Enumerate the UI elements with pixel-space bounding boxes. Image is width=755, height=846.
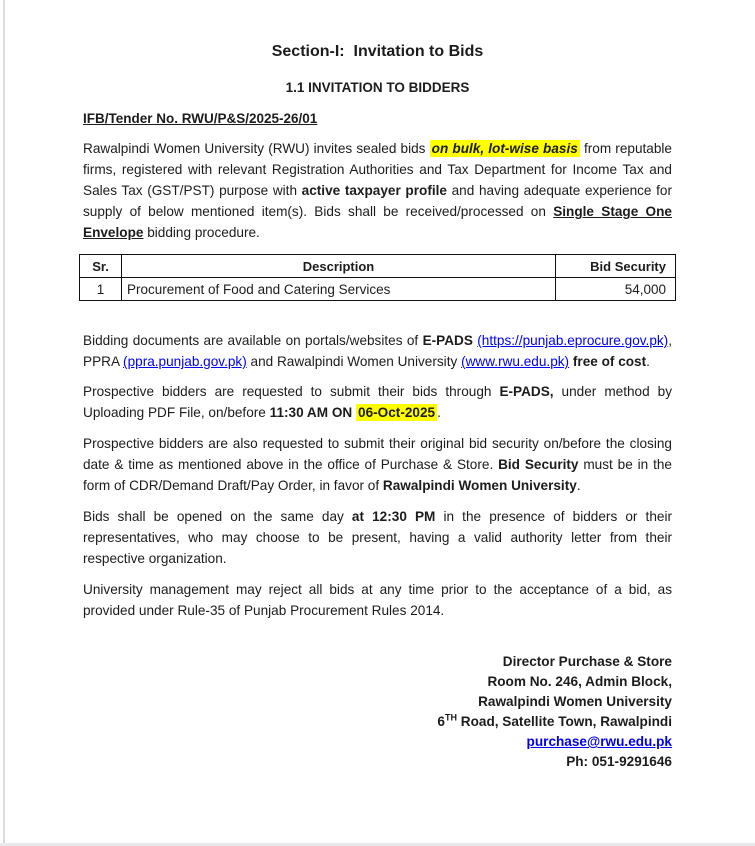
text-segment: and having adequate experience for supply of below mentioned item(s). Bids shall be received/processed on (83, 183, 673, 219)
text-segment: 06-Oct-2025 (358, 405, 436, 420)
text-segment: Director Purchase & Store (502, 654, 672, 669)
signature-line (83, 672, 672, 692)
section-subtitle: 1.1 INVITATION TO BIDDERS (285, 80, 470, 95)
bid-opening-paragraph (83, 506, 672, 569)
text-segment: Room No. 246, Admin Block, (487, 674, 672, 689)
text-segment: 6 (437, 714, 445, 729)
link[interactable]: (https://punjab.eprocure.gov.pk) (477, 333, 669, 348)
text-segment: Prospective bidders are also requested to submit their original bid security on/before the closing date & time as mentioned above in the office of Purchase & Store. (83, 436, 672, 472)
text-segment: free of cost (572, 354, 647, 369)
text-segment: Bidding documents are available on portals/websites of (83, 333, 423, 348)
text-segment: bidding procedure. (143, 225, 260, 240)
text-segment: Single Stage One Envelope (83, 204, 672, 240)
bid-security-paragraph (83, 433, 672, 496)
bid-rejection-paragraph (83, 579, 672, 621)
text-segment: Road, Satellite Town, Rawalpindi (456, 714, 672, 729)
table-cell: Procurement of Food and Catering Services (122, 278, 556, 301)
text-segment: Rawalpindi Women University (RWU) invites sealed bids (83, 141, 430, 156)
documents-availability-paragraph (83, 330, 672, 372)
text-segment: Bids shall be opened on the same day (83, 509, 352, 524)
text-segment: Prospective bidders are requested to submit their bids through (83, 384, 500, 399)
text-segment: in the presence of bidders or their representatives, who may choose to be present, having a valid authority letter from their respective organization. (83, 509, 672, 566)
signature-line (83, 712, 672, 732)
text-segment: 11:30 AM ON (269, 405, 357, 420)
text-segment: University management may reject all bids at any time prior to the acceptance of a bid, as provided under Rule-35 of Punjab Procurement Rules 2014. (83, 582, 672, 618)
text-segment: Rawalpindi Women University (382, 478, 577, 493)
text-segment: E-PADS, (499, 384, 554, 399)
text-segment: . (437, 405, 441, 420)
text-segment: TH (444, 712, 457, 723)
text-segment: Rawalpindi Women University (478, 694, 672, 709)
text-segment: E-PADS (422, 333, 473, 348)
text-segment: on bulk, lot-wise basis (431, 141, 578, 156)
text-segment: under method by Uploading PDF File, on/before (83, 384, 672, 420)
text-segment: and Rawalpindi Women University (246, 354, 462, 369)
text-segment: , PPRA (83, 333, 672, 369)
table-header-cell: Description (122, 255, 556, 278)
tender-number-heading: IFB/Tender No. RWU/P&S/2025-26/01 (83, 111, 318, 126)
signature-phone-line (83, 752, 672, 772)
bid-items-table (79, 254, 676, 301)
text-segment: at 12:30 PM (351, 509, 436, 524)
text-segment: . (646, 354, 650, 369)
link[interactable]: (www.rwu.edu.pk) (461, 354, 570, 369)
page-title: Section-I: Invitation to Bids (271, 43, 484, 60)
link[interactable]: (ppra.punjab.gov.pk) (123, 354, 247, 369)
bid-submission-paragraph (83, 381, 672, 423)
table-cell: 54,000 (556, 278, 676, 301)
table-row (80, 278, 676, 301)
signature-email-line (83, 732, 672, 752)
table-cell: 1 (80, 278, 122, 301)
table-header-cell: Bid Security (556, 255, 676, 278)
text-segment: must be in the form of CDR/Demand Draft/Pay Order, in favor of (83, 457, 672, 493)
signature-block (83, 652, 672, 772)
signature-line (83, 652, 672, 672)
signature-line (83, 692, 672, 712)
table-header-row (80, 255, 676, 278)
text-segment: Bid Security (498, 457, 579, 472)
intro-paragraph (83, 138, 672, 243)
table-header-cell: Sr. (80, 255, 122, 278)
text-segment: Ph: 051-9291646 (566, 754, 672, 769)
link[interactable]: purchase@rwu.edu.pk (526, 734, 672, 749)
text-segment: from reputable firms, registered with relevant Registration Authorities and Tax Department for Income Tax and Sales Tax (GST/PST) purpose with (83, 141, 672, 198)
text-segment: active taxpayer profile (301, 183, 447, 198)
text-segment: . (576, 478, 581, 493)
